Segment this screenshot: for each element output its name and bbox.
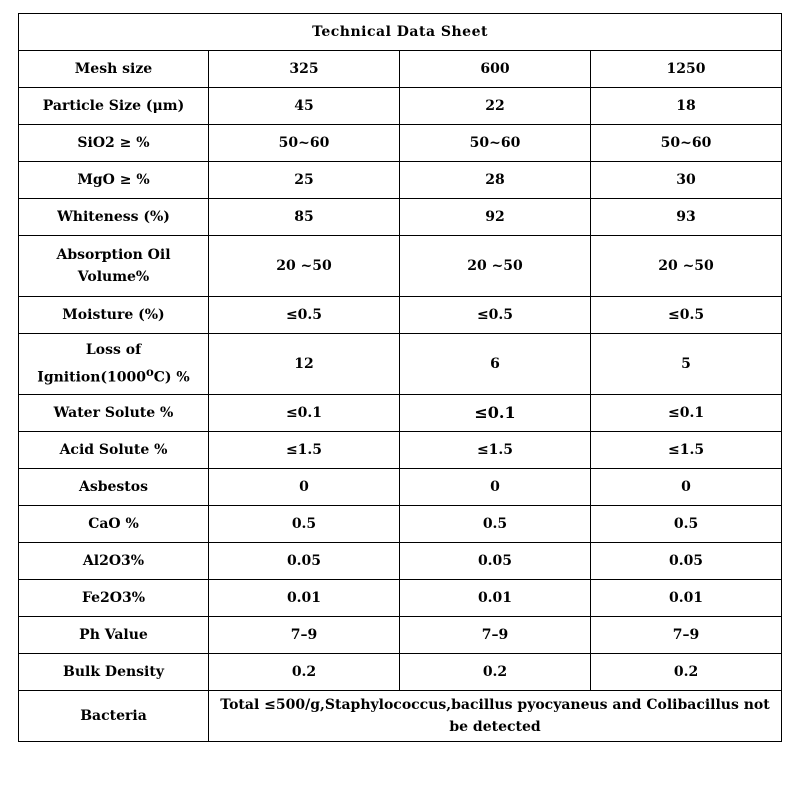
cell-value: 93 bbox=[591, 199, 782, 236]
table-row bbox=[19, 654, 782, 691]
row-label bbox=[19, 236, 209, 297]
cell-value: 50~60 bbox=[209, 125, 400, 162]
cell-value: 50~60 bbox=[400, 125, 591, 162]
cell-value: 22 bbox=[400, 88, 591, 125]
row-label bbox=[19, 334, 209, 395]
table-row bbox=[19, 617, 782, 654]
row-label: Fe2O3% bbox=[19, 580, 209, 617]
table-row bbox=[19, 199, 782, 236]
cell-value: 45 bbox=[209, 88, 400, 125]
row-label: Whiteness (%) bbox=[19, 199, 209, 236]
cell-value: ≤0.1 bbox=[400, 395, 591, 432]
table-title: Technical Data Sheet bbox=[19, 14, 782, 51]
cell-value: 25 bbox=[209, 162, 400, 199]
cell-value: 7–9 bbox=[400, 617, 591, 654]
cell-value: ≤0.1 bbox=[591, 395, 782, 432]
cell-value: 18 bbox=[591, 88, 782, 125]
row-label-line: Absorption Oil bbox=[56, 247, 171, 263]
cell-value: 0.05 bbox=[400, 543, 591, 580]
cell-value: 30 bbox=[591, 162, 782, 199]
cell-value: 0.5 bbox=[209, 506, 400, 543]
cell-value: 0.01 bbox=[209, 580, 400, 617]
row-label-line: Ignition(1000 bbox=[37, 369, 146, 386]
table-row bbox=[19, 395, 782, 432]
table-row bbox=[19, 691, 782, 742]
cell-value: 0.5 bbox=[591, 506, 782, 543]
cell-value: 0 bbox=[209, 469, 400, 506]
technical-data-table bbox=[18, 13, 782, 742]
table-row bbox=[19, 236, 782, 297]
cell-value: 0.05 bbox=[209, 543, 400, 580]
cell-value: ≤0.5 bbox=[400, 297, 591, 334]
row-label-line: Volume% bbox=[77, 269, 150, 285]
cell-value: 7–9 bbox=[591, 617, 782, 654]
cell-value: 0.2 bbox=[209, 654, 400, 691]
cell-value: ≤1.5 bbox=[209, 432, 400, 469]
cell-value: 0.5 bbox=[400, 506, 591, 543]
row-label-line: C) % bbox=[153, 369, 190, 386]
degree-superscript: o bbox=[146, 365, 154, 380]
table-row bbox=[19, 297, 782, 334]
row-label: MgO ≥ % bbox=[19, 162, 209, 199]
bacteria-note: Total ≤500/g,Staphylococcus,bacillus pyocyaneus and Colibacillus not be detected bbox=[209, 691, 782, 742]
row-label: Al2O3% bbox=[19, 543, 209, 580]
row-label: CaO % bbox=[19, 506, 209, 543]
cell-value: 5 bbox=[591, 334, 782, 395]
cell-value: 6 bbox=[400, 334, 591, 395]
cell-value: 0.01 bbox=[400, 580, 591, 617]
table-row bbox=[19, 469, 782, 506]
table-row bbox=[19, 580, 782, 617]
table-row bbox=[19, 88, 782, 125]
cell-value: 0 bbox=[591, 469, 782, 506]
cell-value: 92 bbox=[400, 199, 591, 236]
table-row bbox=[19, 432, 782, 469]
table-row bbox=[19, 543, 782, 580]
row-label: Bacteria bbox=[19, 691, 209, 742]
row-label: Water Solute % bbox=[19, 395, 209, 432]
cell-value: 0 bbox=[400, 469, 591, 506]
cell-value: 85 bbox=[209, 199, 400, 236]
cell-value: 12 bbox=[209, 334, 400, 395]
cell-value: 325 bbox=[209, 51, 400, 88]
cell-value: 50~60 bbox=[591, 125, 782, 162]
cell-value: 600 bbox=[400, 51, 591, 88]
cell-value: 20 ~50 bbox=[591, 236, 782, 297]
row-label: Mesh size bbox=[19, 51, 209, 88]
row-label: SiO2 ≥ % bbox=[19, 125, 209, 162]
table-row bbox=[19, 334, 782, 395]
cell-value: 1250 bbox=[591, 51, 782, 88]
row-label: Moisture (%) bbox=[19, 297, 209, 334]
cell-value: ≤0.5 bbox=[209, 297, 400, 334]
row-label: Particle Size (μm) bbox=[19, 88, 209, 125]
cell-value: 0.05 bbox=[591, 543, 782, 580]
cell-value: ≤1.5 bbox=[400, 432, 591, 469]
cell-value: 28 bbox=[400, 162, 591, 199]
cell-value: 20 ~50 bbox=[400, 236, 591, 297]
row-label: Bulk Density bbox=[19, 654, 209, 691]
table-row bbox=[19, 162, 782, 199]
table-row bbox=[19, 506, 782, 543]
cell-value: 0.2 bbox=[400, 654, 591, 691]
cell-value: ≤1.5 bbox=[591, 432, 782, 469]
cell-value: 7–9 bbox=[209, 617, 400, 654]
row-label-line: Loss of bbox=[85, 342, 142, 359]
row-label: Ph Value bbox=[19, 617, 209, 654]
table-row bbox=[19, 51, 782, 88]
table-row bbox=[19, 125, 782, 162]
cell-value: ≤0.5 bbox=[591, 297, 782, 334]
row-label: Asbestos bbox=[19, 469, 209, 506]
cell-value: 0.01 bbox=[591, 580, 782, 617]
cell-value: ≤0.1 bbox=[209, 395, 400, 432]
row-label: Acid Solute % bbox=[19, 432, 209, 469]
cell-value: 20 ~50 bbox=[209, 236, 400, 297]
cell-value: 0.2 bbox=[591, 654, 782, 691]
